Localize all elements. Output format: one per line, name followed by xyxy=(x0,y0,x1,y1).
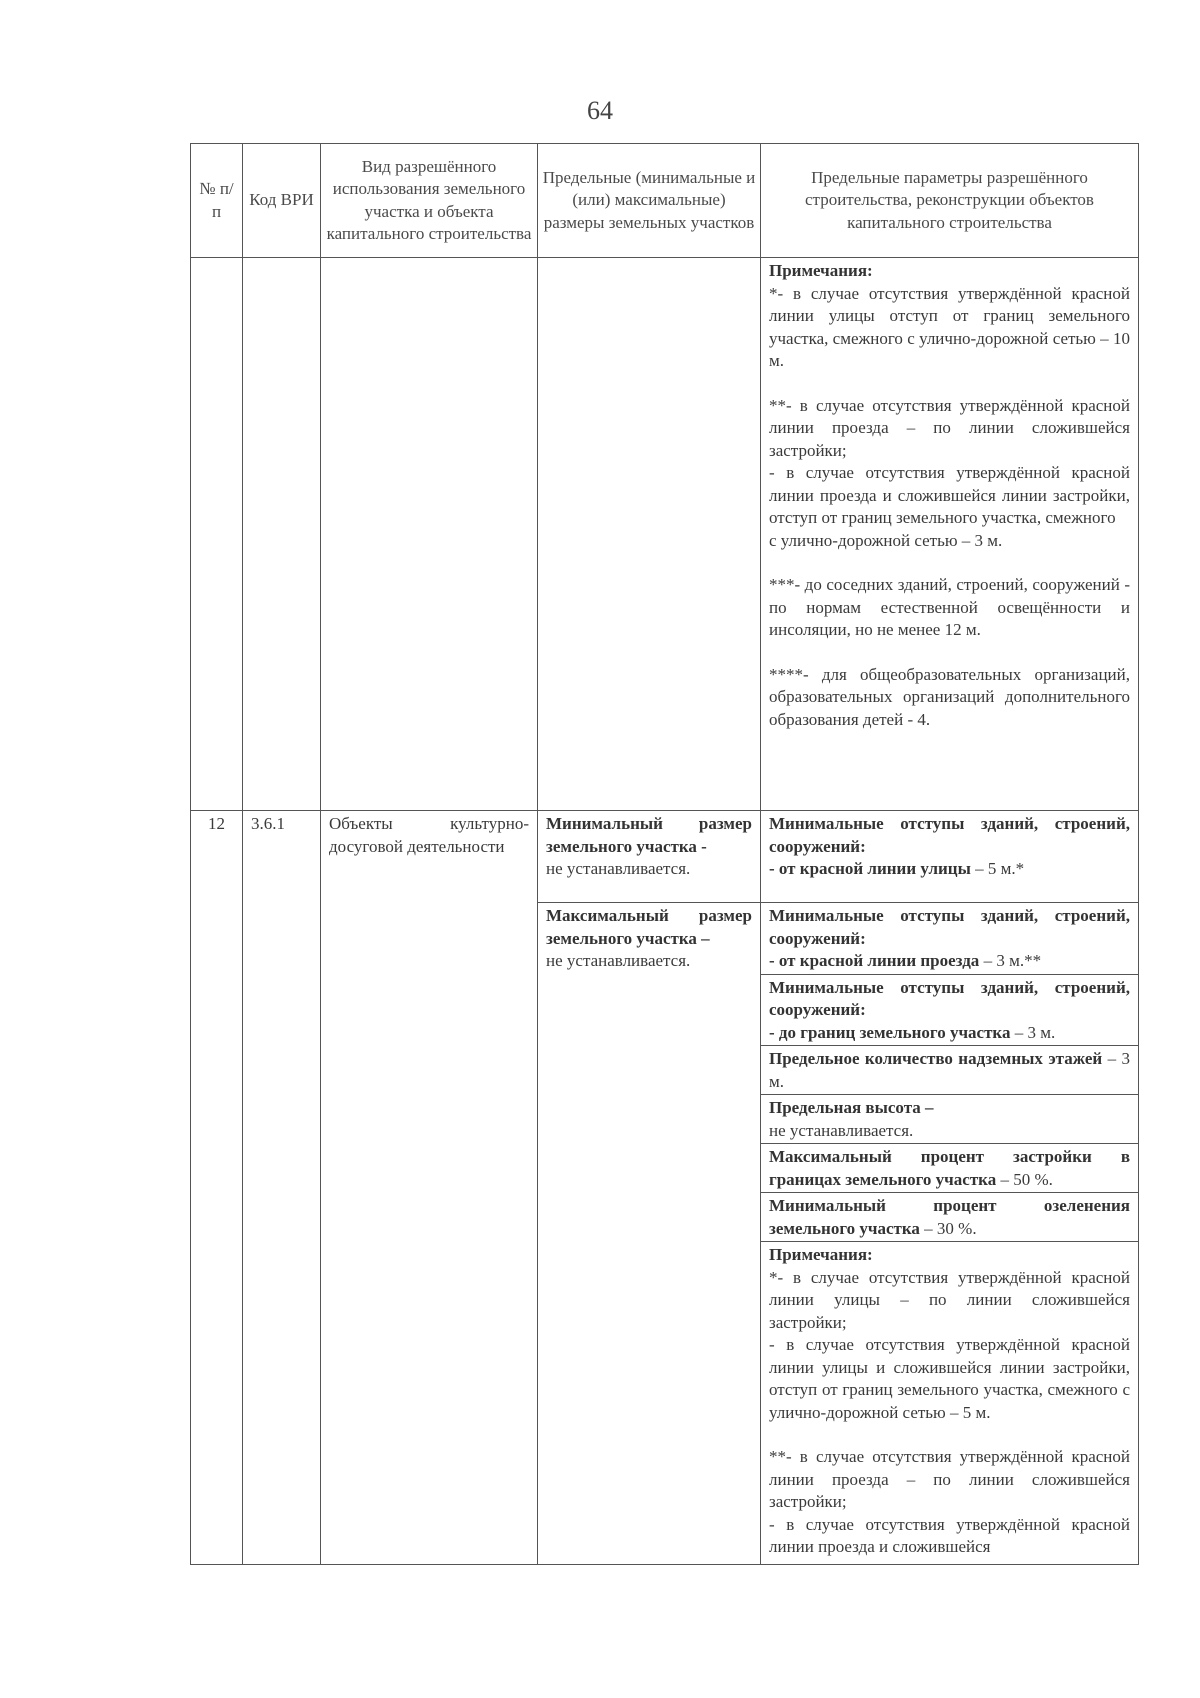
header-params: Предельные параметры разрешённого строительства, реконструкции объектов капитального строительства xyxy=(761,144,1139,258)
page-number: 64 xyxy=(587,96,613,125)
param-line: - от красной линии проезда xyxy=(769,951,980,970)
note-paragraph: ****- для общеобразовательных организаций, образовательных организаций дополнительного образования детей - 4. xyxy=(769,664,1130,729)
param-value: – 5 м.* xyxy=(970,859,1025,878)
param-greening-percent xyxy=(761,1193,1139,1242)
param-value: – 3 м. xyxy=(769,1049,1130,1091)
header-use: Вид разрешённого использования земельного участка и объекта капитального строительства xyxy=(321,144,538,258)
min-size-value: не устанавливается. xyxy=(546,859,691,878)
row-code: 3.6.1 xyxy=(243,811,321,1565)
param-label: Максимальный процент застройки в границах земельного участка xyxy=(769,1147,1130,1189)
min-size-label: Минимальный размер земельного участка - xyxy=(546,814,752,856)
notes-title: Примечания: xyxy=(769,1245,873,1264)
param-building-percent xyxy=(761,1144,1139,1193)
min-size-cell xyxy=(538,811,761,903)
max-size-value: не устанавливается. xyxy=(546,951,691,970)
header-code: Код ВРИ xyxy=(243,144,321,258)
note-paragraph: **- в случае отсутствия утверждённой красной линии проезда – по линии сложившейся застройки; xyxy=(769,395,1130,460)
param-label: Предельная высота – xyxy=(769,1098,934,1117)
param-line: - от красной линии улицы xyxy=(769,859,971,878)
param-line: - до границ земельного участка xyxy=(769,1022,1011,1042)
param-label: Минимальные отступы зданий, строений, сооружений: xyxy=(769,977,1130,1019)
param-label: Минимальные отступы зданий, строений, сооружений: xyxy=(769,906,1130,948)
max-size-cell xyxy=(538,903,761,1565)
param-label: Минимальные отступы зданий, строений, сооружений: xyxy=(769,814,1130,856)
continuation-notes-cell xyxy=(761,258,1139,811)
header-num: № п/п xyxy=(191,144,243,258)
param-value: – 3 м.** xyxy=(979,951,1042,970)
param-value: – 50 %. xyxy=(996,1169,1053,1189)
row-number: 12 xyxy=(191,811,243,1565)
param-value: – 30 %. xyxy=(919,1218,977,1238)
param-setback-boundary xyxy=(761,974,1139,1046)
row12-notes-cell xyxy=(761,1242,1139,1565)
note-paragraph: **- в случае отсутствия утверждённой красной линии проезда – по линии сложившейся застройки; xyxy=(769,1447,1130,1511)
note-paragraph: ***- до соседних зданий, строений, сооружений - по нормам естественной освещённости и инсоляции, но не менее 12 м. xyxy=(769,575,1130,639)
param-setback-street xyxy=(761,811,1139,903)
table-row-continuation xyxy=(191,258,1139,811)
notes-title: Примечания: xyxy=(769,261,873,280)
table-header-row xyxy=(191,144,1139,258)
table-row xyxy=(191,811,1139,903)
note-paragraph: - в случае отсутствия утверждённой красной линии проезда и сложившейся xyxy=(769,1514,1130,1556)
param-label: Минимальный процент озеленения земельного участка xyxy=(769,1196,1130,1238)
param-label: Предельное количество надземных этажей xyxy=(769,1049,1103,1068)
note-paragraph: с улично-дорожной сетью – 3 м. xyxy=(769,530,1003,550)
note-paragraph: *- в случае отсутствия утверждённой красной линии улицы – по линии сложившейся застройки; xyxy=(769,1267,1130,1332)
note-paragraph: - в случае отсутствия утверждённой красной линии проезда и сложившейся линии застройки, отступ от границ земельного участка, смежного xyxy=(769,463,1130,527)
param-height xyxy=(761,1095,1139,1144)
note-paragraph: - в случае отсутствия утверждённой красной линии улицы и сложившейся линии застройки, отступ от границ земельного участка, смежного с улично-дорожной сетью – 5 м. xyxy=(769,1335,1130,1422)
param-value: – 3 м. xyxy=(1010,1022,1056,1042)
row-use-name: Объекты культурно-досуговой деятельности xyxy=(321,811,538,1565)
max-size-label: Максимальный размер земельного участка – xyxy=(546,906,752,948)
param-setback-driveway xyxy=(761,903,1139,975)
param-floors xyxy=(761,1046,1139,1095)
param-value: не устанавливается. xyxy=(769,1120,914,1140)
header-size: Предельные (минимальные и (или) максимальные) размеры земельных участков xyxy=(538,144,761,258)
note-paragraph: *- в случае отсутствия утверждённой красной линии улицы отступ от границ земельного участка, смежного с улично-дорожной сетью – 10 м. xyxy=(769,283,1130,370)
zoning-table xyxy=(190,143,1139,1565)
